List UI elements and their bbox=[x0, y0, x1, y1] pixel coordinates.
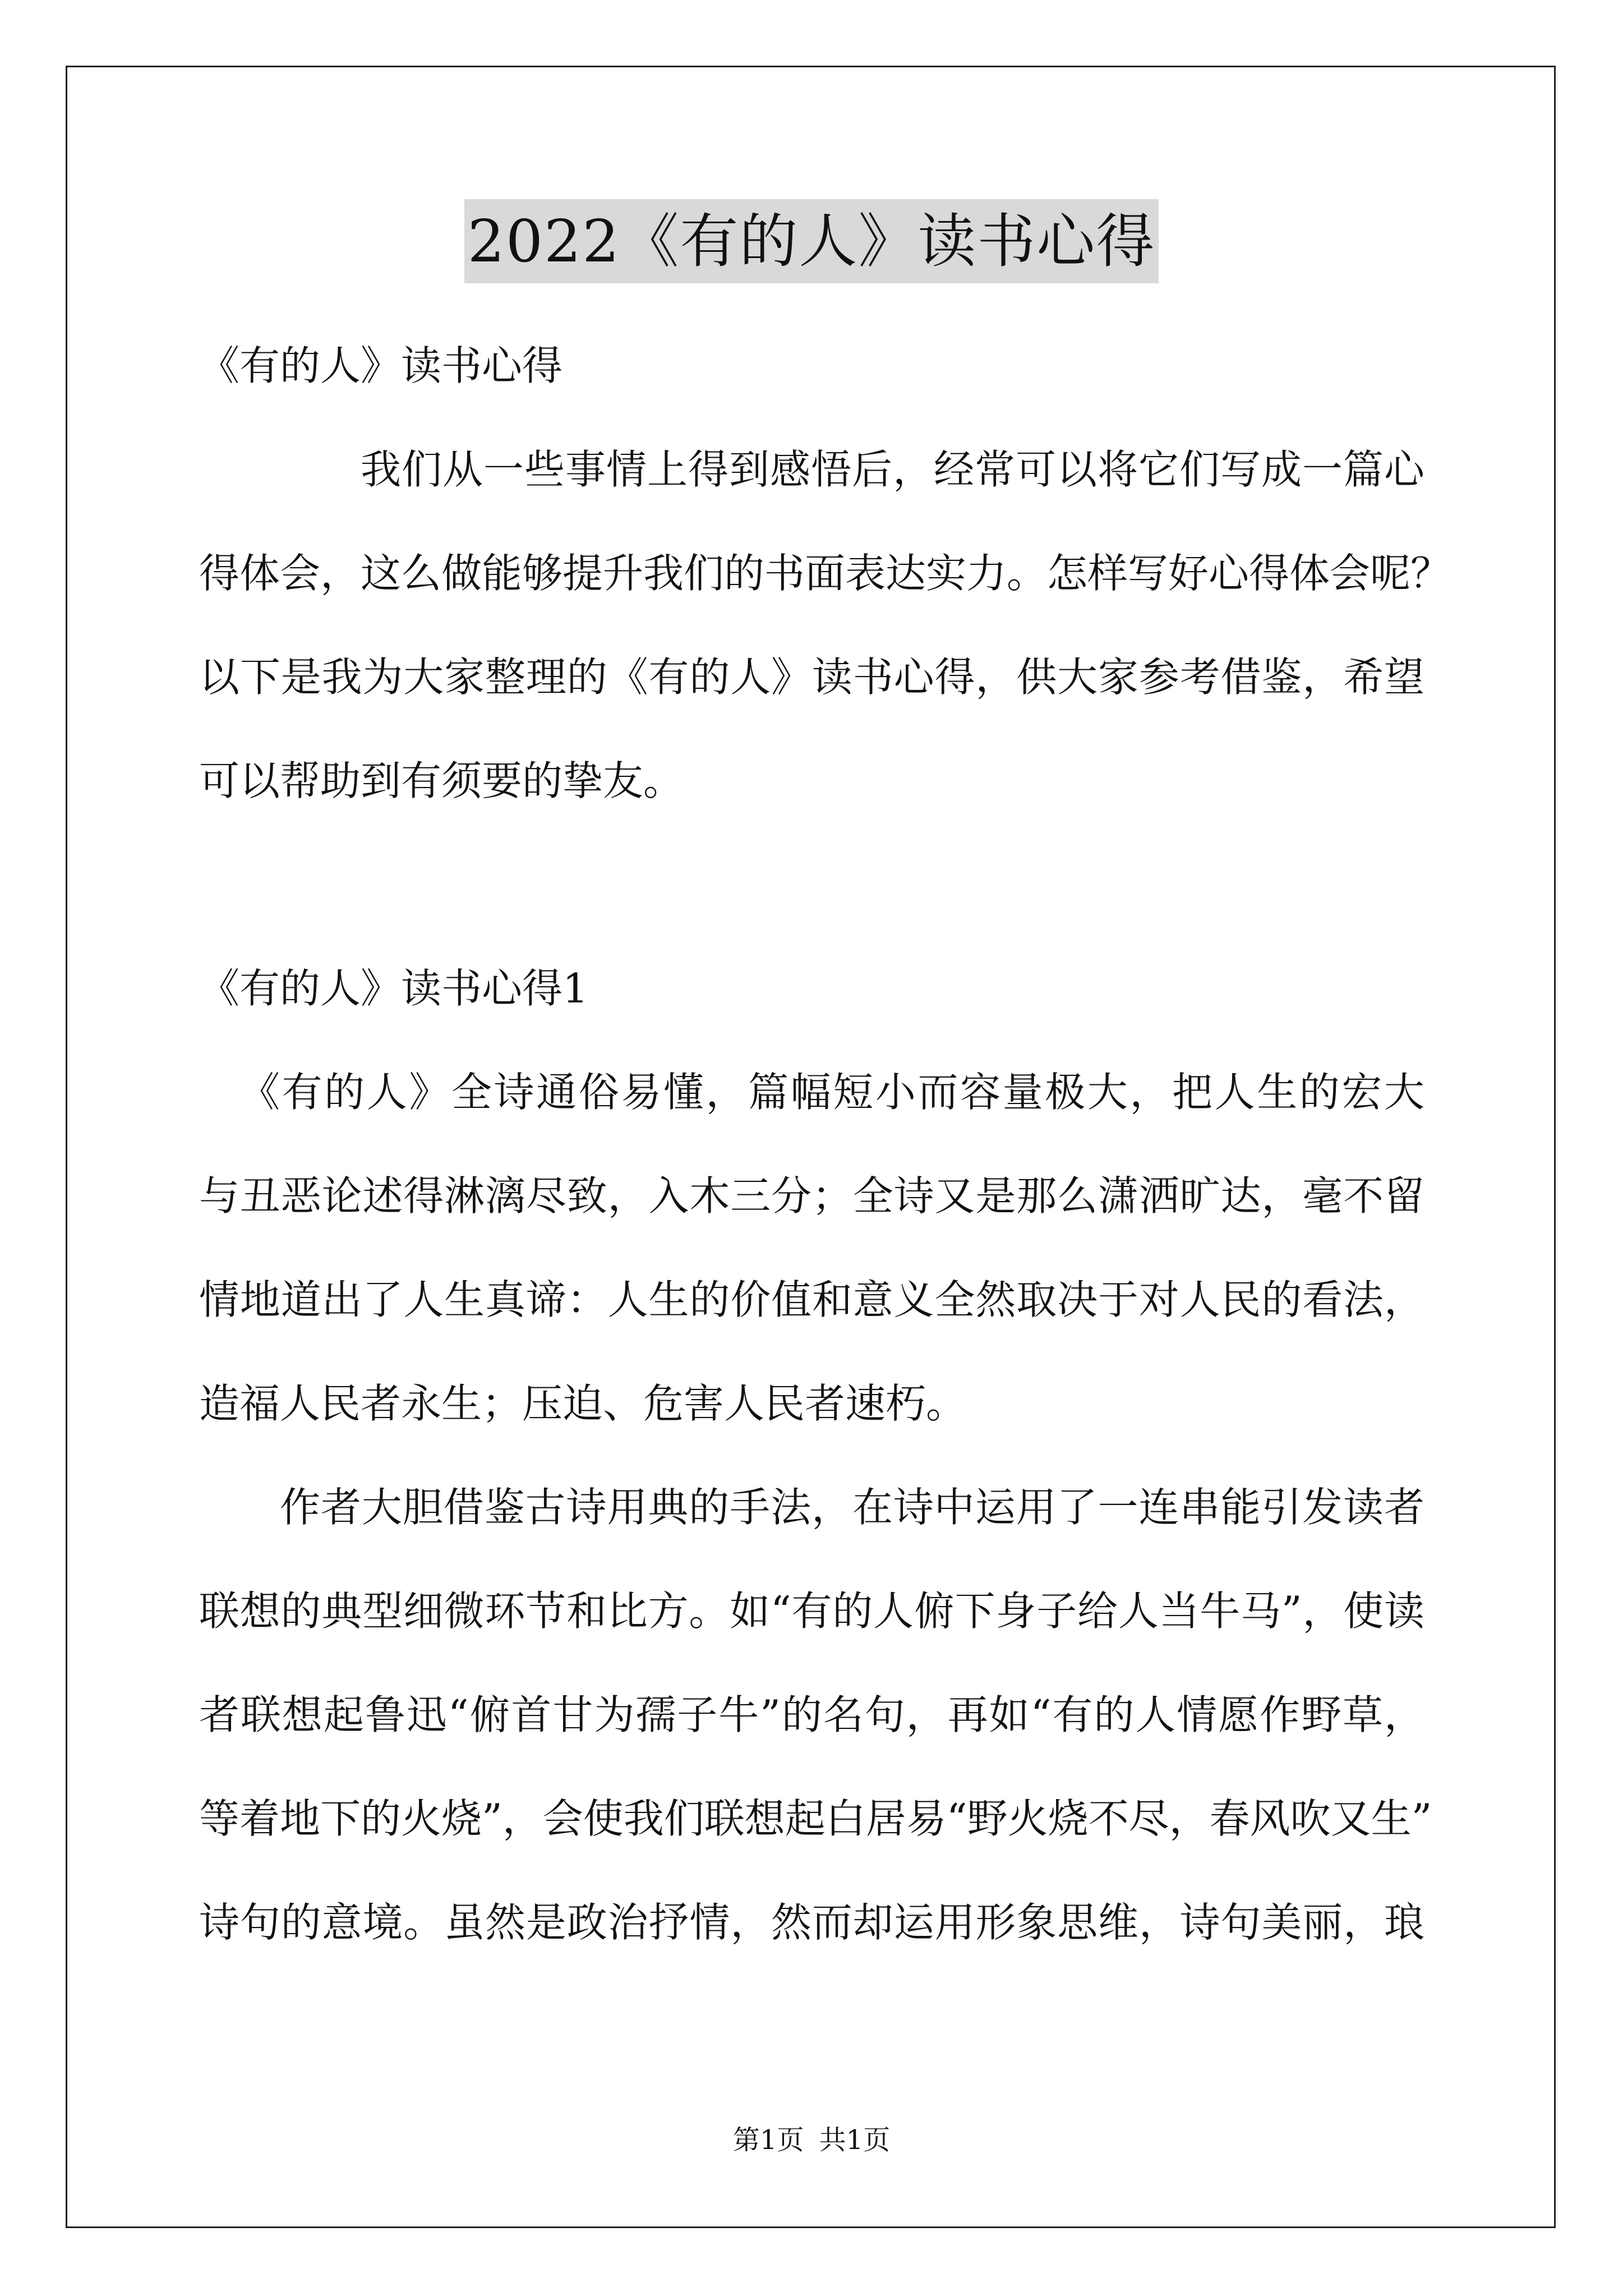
text-line: 作者大胆借鉴古诗用典的手法，在诗中运用了一连串能引发读者 bbox=[280, 1484, 1424, 1531]
text-line: 可以帮助到有须要的挚友。 bbox=[199, 757, 684, 804]
title-wrap bbox=[0, 199, 1623, 283]
text-line: 得体会，这么做能够提升我们的书面表达实力。怎样写好心得体会呢？ bbox=[199, 550, 1451, 597]
text-line: 《有的人》读书心得1 bbox=[199, 965, 588, 1012]
page-footer bbox=[0, 2123, 1623, 2157]
text-line: 诗句的意境。虽然是政治抒情，然而却运用形象思维，诗句美丽，琅 bbox=[199, 1899, 1424, 1946]
text-line: 与丑恶论述得淋漓尽致，入木三分；全诗又是那么潇洒旷达，毫不留 bbox=[199, 1172, 1424, 1220]
text-line: 《有的人》全诗通俗易懂，篇幅短小而容量极大，把人生的宏大 bbox=[239, 1069, 1424, 1116]
blank-line bbox=[199, 833, 1424, 937]
text-line: 者联想起鲁迅“俯首甘为孺子牛”的名句，再如“有的人情愿作野草， bbox=[199, 1691, 1424, 1738]
text-line: 我们从一些事情上得到感悟后，经常可以将它们写成一篇心 bbox=[361, 446, 1424, 493]
text-line: 造福人民者永生；压迫、危害人民者速朽。 bbox=[199, 1380, 967, 1427]
text-line: 情地道出了人生真谛：人生的价值和意义全然取决于对人民的看法， bbox=[199, 1276, 1424, 1323]
text-line: 以下是我为大家整理的《有的人》读书心得，供大家参考借鉴，希望 bbox=[199, 654, 1424, 701]
document-body bbox=[199, 314, 1451, 1975]
text-line: 等着地下的火烧”，会使我们联想起白居易“野火烧不尽，春风吹又生” bbox=[199, 1795, 1432, 1842]
page-number: 第1页 bbox=[732, 2124, 804, 2156]
text-line: 《有的人》读书心得 bbox=[199, 342, 563, 389]
page-total: 共1页 bbox=[819, 2124, 891, 2156]
text-line: 联想的典型细微环节和比方。如“有的人俯下身子给人当牛马”，使读 bbox=[199, 1588, 1424, 1635]
document-title: 2022《有的人》读书心得 bbox=[464, 199, 1159, 283]
